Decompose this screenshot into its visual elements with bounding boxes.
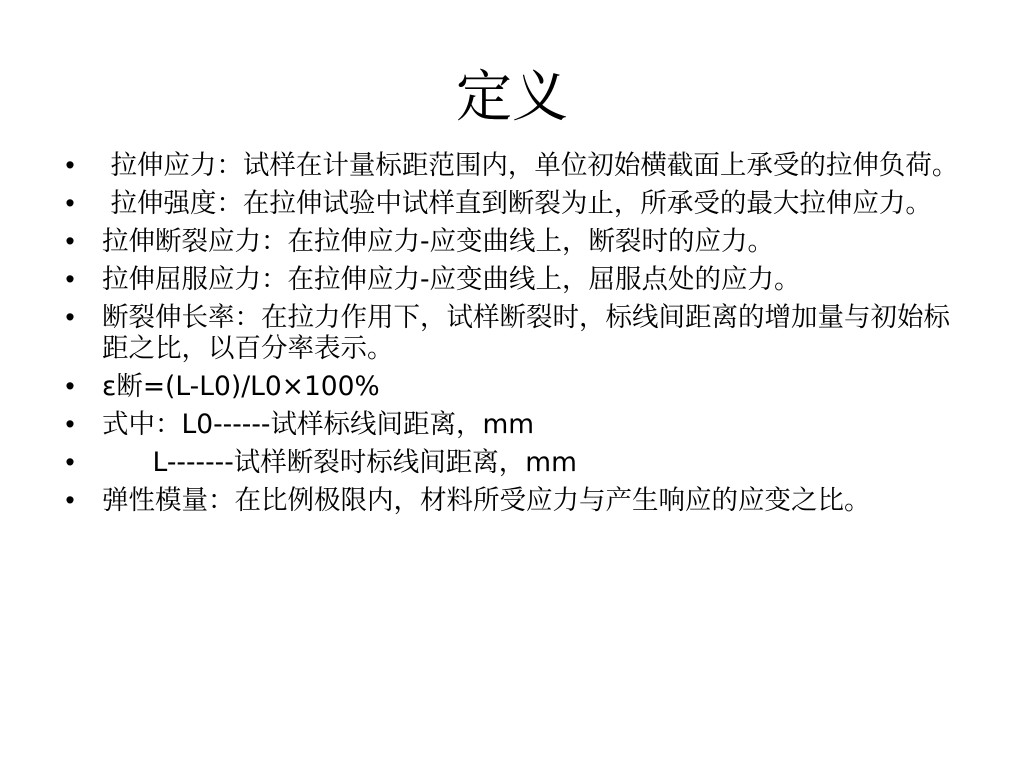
bullet-dot: •: [65, 226, 75, 256]
bullet-text: 拉伸应力：试样在计量标距范围内，单位初始横截面上承受的拉伸负荷。: [102, 150, 959, 181]
bullet-dot: •: [65, 447, 75, 477]
bullet-dot: •: [65, 188, 75, 218]
bullet-text: 断裂伸长率：在拉力作用下，试样断裂时，标线间距离的增加量与初始标距之比，以百分率表示。: [102, 302, 950, 364]
bullet-dot: •: [65, 409, 75, 439]
bullet-item-elongation: [60, 302, 960, 364]
bullet-text: ε断=(L-L0)/L0×100%: [102, 371, 380, 402]
bullet-item-elastic-modulus: [60, 485, 960, 516]
bullet-dot: •: [65, 150, 75, 180]
bullet-text: 拉伸断裂应力：在拉伸应力-应变曲线上，断裂时的应力。: [102, 226, 775, 257]
bullet-dot: •: [65, 371, 75, 401]
bullet-text: 式中：L0------试样标线间距离，mm: [102, 409, 535, 440]
bullet-item-l-definition: [60, 447, 960, 478]
bullet-dot: •: [65, 302, 75, 332]
bullet-list: [60, 150, 960, 523]
bullet-dot: •: [65, 485, 75, 515]
bullet-item-break-stress: [60, 226, 960, 257]
bullet-text: 拉伸强度：在拉伸试验中试样直到断裂为止，所承受的最大拉伸应力。: [102, 188, 932, 219]
slide-title: 定义: [456, 65, 568, 130]
bullet-item-l0-definition: [60, 409, 960, 440]
bullet-text: L-------试样断裂时标线间距离，mm: [102, 447, 577, 478]
bullet-item-yield-stress: [60, 264, 960, 295]
bullet-item-tensile-strength: [60, 188, 960, 219]
bullet-item-formula: [60, 371, 960, 402]
bullet-dot: •: [65, 264, 75, 294]
bullet-text: 拉伸屈服应力：在拉伸应力-应变曲线上，屈服点处的应力。: [102, 264, 801, 295]
bullet-text: 弹性模量：在比例极限内，材料所受应力与产生响应的应变之比。: [102, 485, 871, 516]
bullet-item-tensile-stress: [60, 150, 960, 181]
